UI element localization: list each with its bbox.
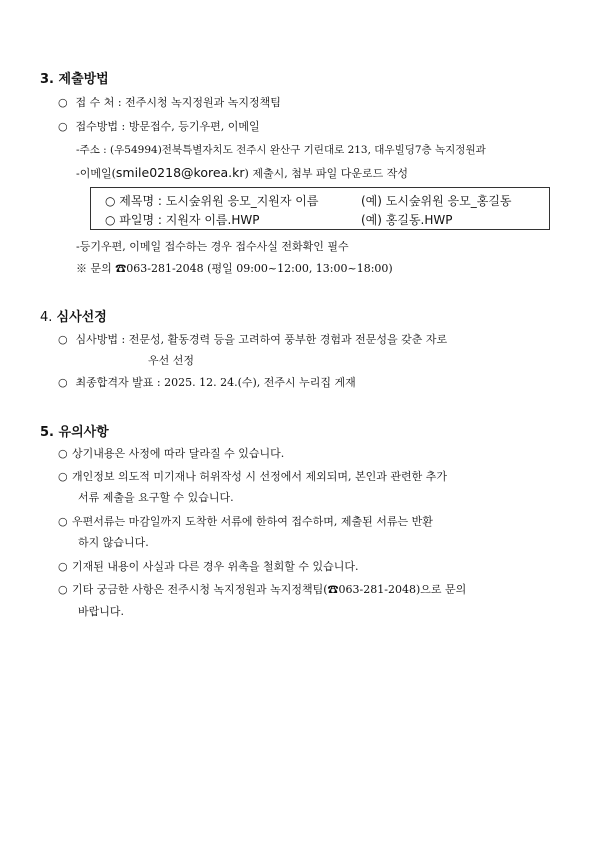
colon-separator: :: [121, 120, 129, 133]
note-item-1: [58, 447, 284, 461]
colon-separator: :: [156, 376, 165, 389]
review-method-label: 심사방법: [75, 333, 119, 346]
review-method-line: [58, 333, 447, 347]
note-item-3: [58, 515, 433, 529]
note-item-3-cont: 하지 않습니다.: [78, 536, 149, 549]
note-item-5-cont: 바랍니다.: [78, 605, 125, 618]
review-method-line1: 전문성, 활동경력 등을 고려하여 풍부한 경험과 전문성을 갖춘 자로: [128, 333, 448, 346]
section-title-review: [40, 306, 107, 325]
bullet-icon: ○: [58, 333, 68, 346]
bullet-icon: ○: [58, 515, 68, 528]
note-item-5: [58, 583, 466, 597]
subject-example: (예) 도시숲위원 응모_홍길동: [361, 194, 512, 208]
colon-separator: :: [117, 96, 126, 109]
bullet-icon: ○: [58, 120, 68, 133]
file-label: ○ 파일명 : 지원자 이름.HWP: [105, 213, 260, 227]
receiver-label: 접 수 처: [75, 96, 115, 109]
bullet-icon: ○: [58, 447, 68, 460]
section-label: 심사선정: [56, 310, 107, 325]
note-text: 우편서류는 마감일까지 도착한 서류에 한하여 접수하며, 제출된 서류는 반환: [72, 515, 433, 528]
bullet-icon: ○: [58, 96, 68, 109]
section-number: 4.: [40, 310, 57, 325]
method-value: 방문접수, 등기우편, 이메일: [128, 120, 260, 133]
subject-label: ○ 제목명 : 도시숲위원 응모_지원자 이름: [105, 194, 319, 208]
email-prefix: -이메일(: [76, 167, 116, 180]
note-item-2: [58, 470, 447, 484]
review-announce-line: [58, 376, 356, 390]
section-title-submission: 3. 제출방법: [40, 72, 109, 87]
section-title-notes: 5. 유의사항: [40, 425, 109, 440]
address-line: -주소 : (우54994)전북특별자치도 전주시 완산구 기린대로 213, 대우빌딩7층 녹지정원과: [76, 144, 486, 156]
announce-label: 최종합격자 발표: [75, 376, 154, 389]
note-item-4: [58, 560, 359, 574]
announce-value: 2025. 12. 24.(수), 전주시 누리집 게재: [164, 376, 356, 389]
note-item-2-cont: 서류 제출을 요구할 수 있습니다.: [78, 491, 234, 504]
bullet-icon: ○: [58, 470, 68, 483]
note-text: 상기내용은 사정에 따라 달라질 수 있습니다.: [72, 447, 285, 460]
note-text: 기타 궁금한 사항은 전주시청 녹지정원과 녹지정책팀(☎063-281-2048)으로 문의: [72, 583, 467, 596]
note-text: 개인정보 의도적 미기재나 허위작성 시 선정에서 제외되며, 본인과 관련한 추가: [72, 470, 447, 483]
method-label: 접수방법: [75, 120, 119, 133]
note-text: 기재된 내용이 사실과 다른 경우 위촉을 철회할 수 있습니다.: [72, 560, 359, 573]
email-address-link[interactable]: smile0218@korea.kr: [115, 165, 245, 180]
email-suffix: ) 제출시, 첨부 파일 다운로드 작성: [244, 167, 408, 180]
colon-separator: :: [121, 333, 129, 346]
file-example: (예) 홍길동.HWP: [361, 213, 453, 227]
email-line: [76, 166, 408, 181]
bullet-icon: ○: [58, 583, 68, 596]
bullet-icon: ○: [58, 376, 68, 389]
receiver-value: 전주시청 녹지정원과 녹지정책팀: [125, 96, 281, 109]
naming-guide-box: [90, 187, 550, 230]
bullet-icon: ○: [58, 560, 68, 573]
confirm-note: -등기우편, 이메일 접수하는 경우 접수사실 전화확인 필수: [76, 240, 349, 253]
submission-receiver-line: [58, 96, 281, 110]
submission-method-line: [58, 120, 260, 134]
subject-row: [105, 192, 512, 209]
inquiry-line: ※ 문의 ☎063-281-2048 (평일 09:00~12:00, 13:00~18:00): [76, 262, 393, 275]
file-row: [105, 211, 453, 228]
review-method-line2: 우선 선정: [148, 354, 195, 367]
